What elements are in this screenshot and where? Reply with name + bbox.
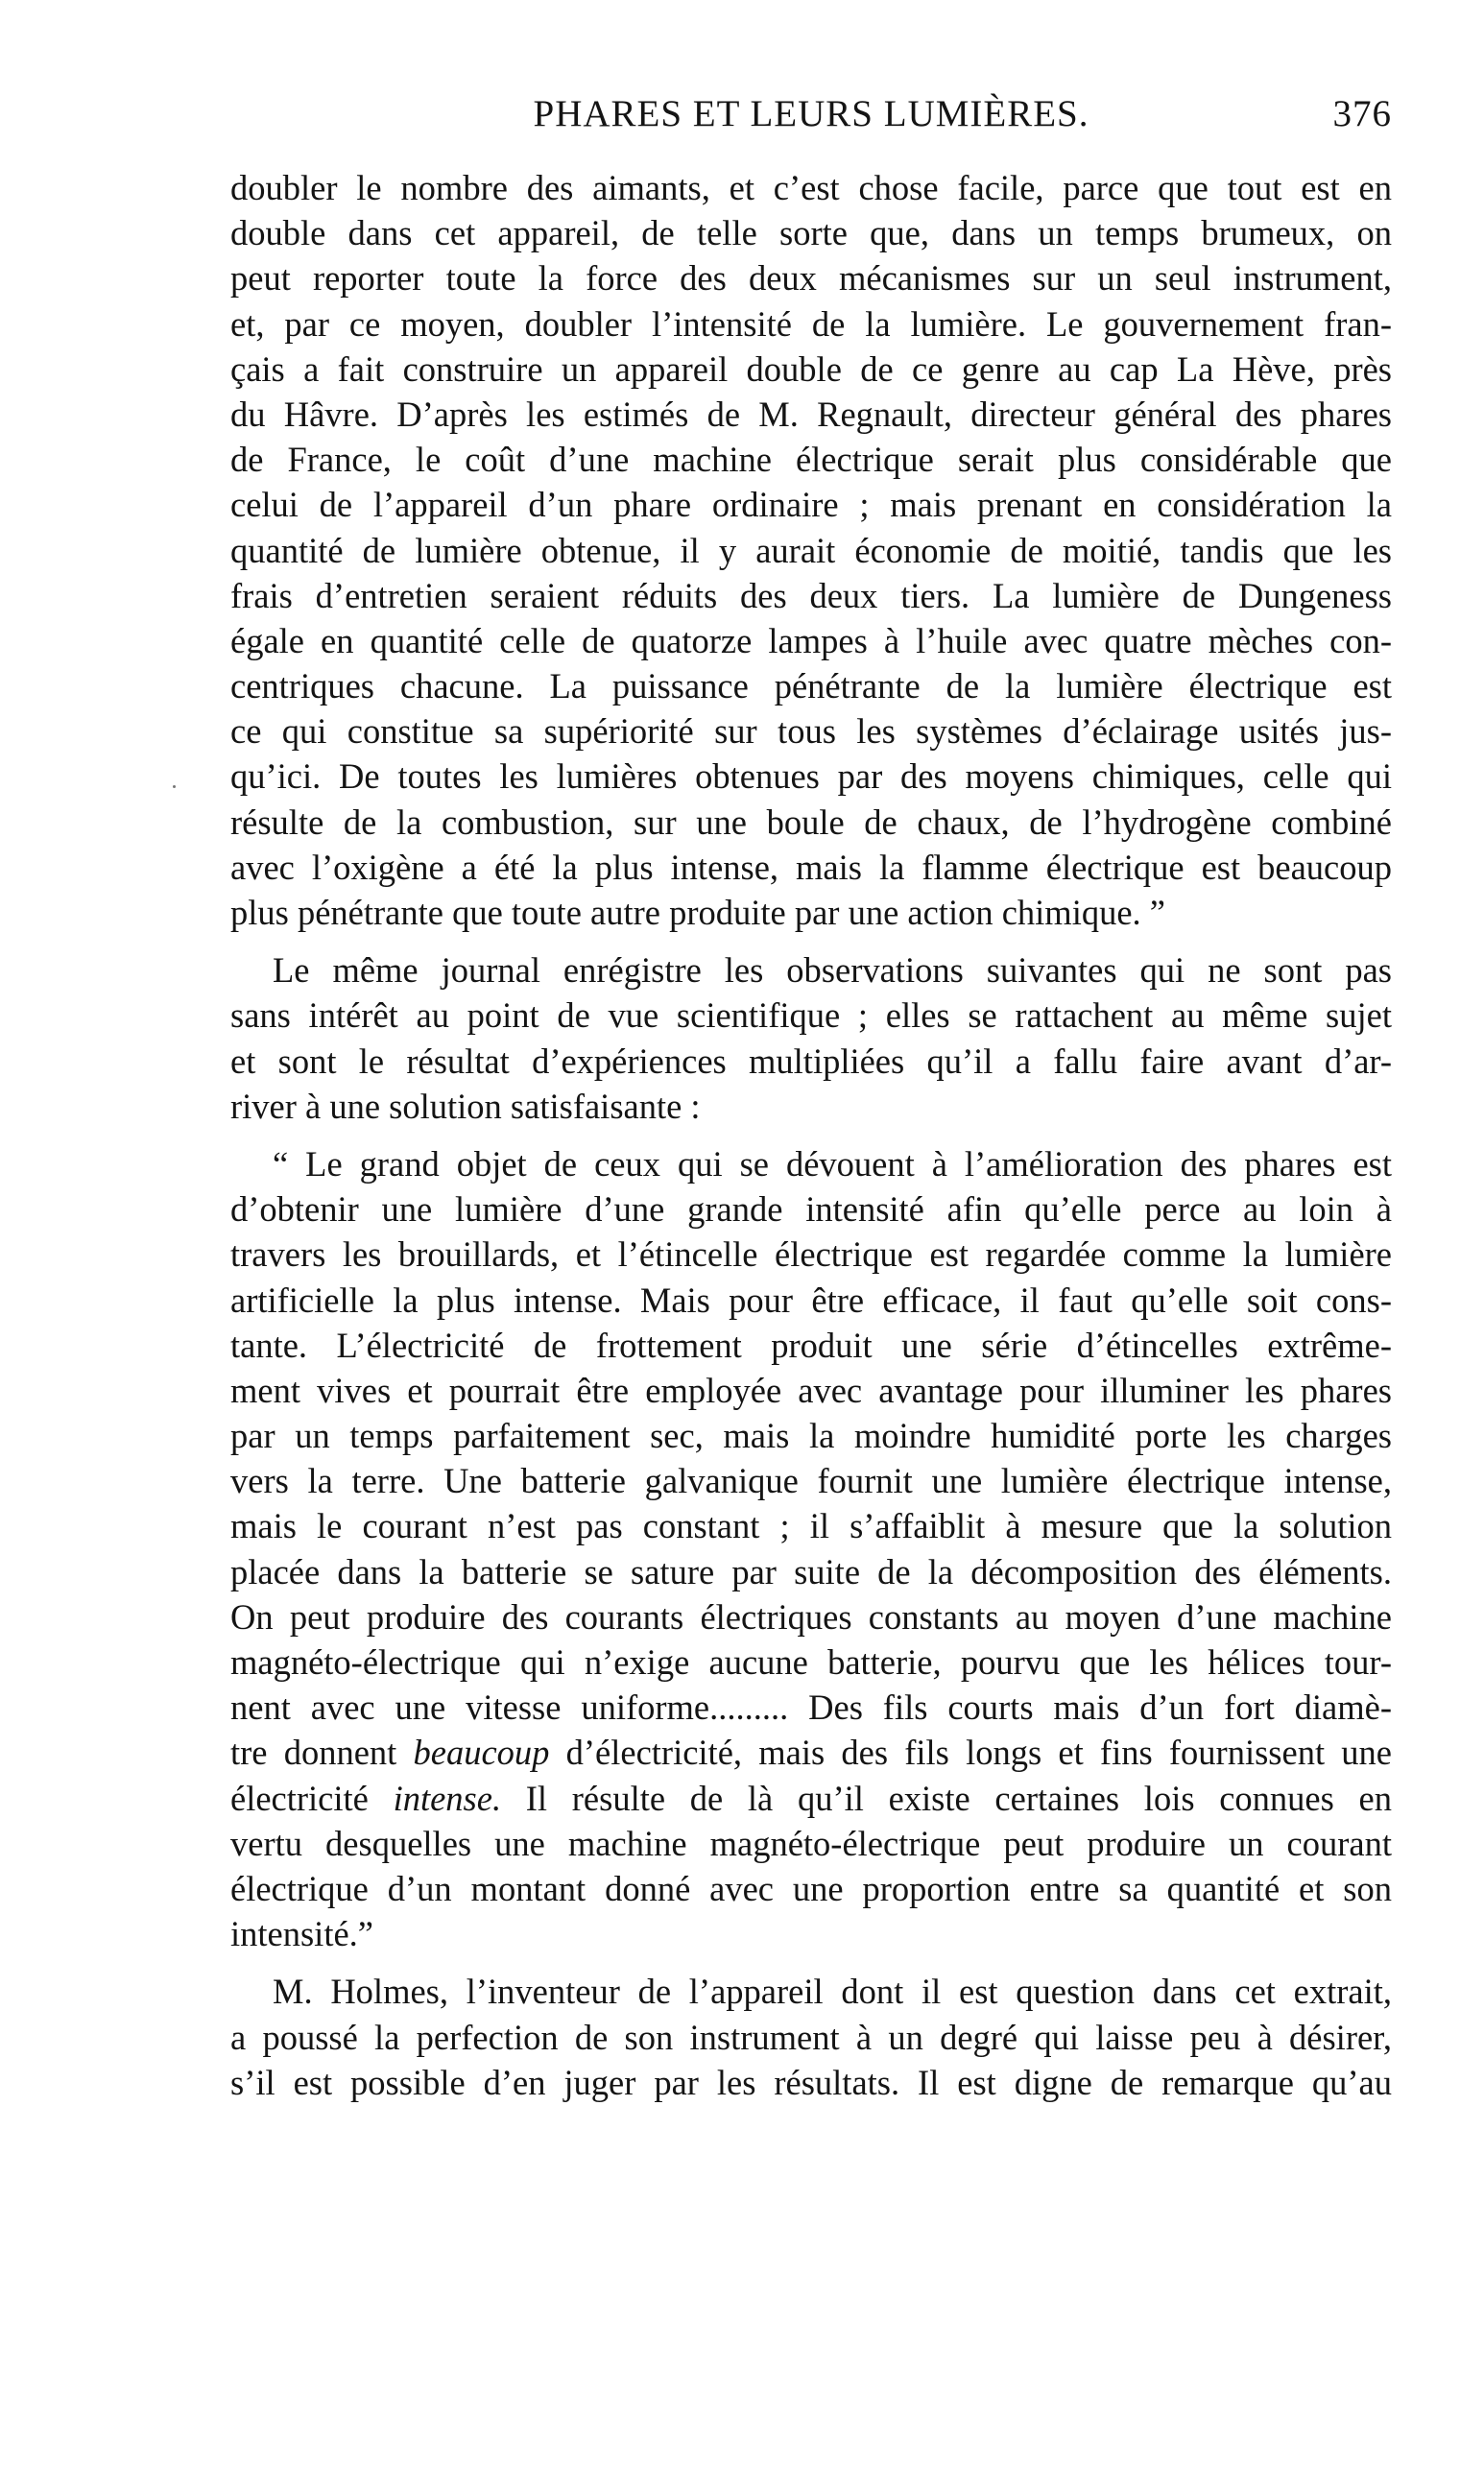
text-line: travers les brouillards, et l’étincelle électrique est regardée comme la lumière — [230, 1234, 1392, 1275]
page-number: 376 — [1332, 93, 1392, 134]
text-fragment: électricité — [230, 1778, 394, 1818]
text-line: sans intérêt au point de vue scientifique ; elles se rattachent au même sujet — [230, 995, 1392, 1036]
text-line: d’obtenir une lumière d’une grande intensité afin qu’elle perce au loin à — [230, 1189, 1392, 1230]
text-line: a poussé la perfection de son instrument à un degré qui laisse peu à désirer, — [230, 2017, 1392, 2057]
paragraph-3-quotation — [230, 1141, 1392, 1956]
text-line: çais a fait construire un appareil double de ce genre au cap La Hève, près — [230, 348, 1392, 389]
text-line: du Hâvre. D’après les estimés de M. Regnault, directeur général des phares — [230, 394, 1392, 434]
text-line — [230, 1776, 1392, 1821]
text-line: s’il est possible d’en juger par les résultats. Il est digne de remarque qu’au — [230, 2062, 1392, 2102]
italic-word: beaucoup — [413, 1733, 550, 1773]
text-line: par un temps parfaitement sec, mais la moindre humidité porte les charges — [230, 1416, 1392, 1456]
paragraph-4 — [230, 1969, 1392, 2105]
text-line: Le même journal enrégistre les observations suivantes qui ne sont pas — [273, 950, 1392, 991]
text-line: double dans cet appareil, de telle sorte que, dans un temps brumeux, on — [230, 213, 1392, 253]
text-line: frais d’entretien seraient réduits des deux tiers. La lumière de Dungeness — [230, 575, 1392, 615]
text-line: plus pénétrante que toute autre produite par une action chimique. ” — [230, 893, 1165, 932]
text-fragment: Il résulte de là qu’il existe certaines lois connues en — [501, 1778, 1392, 1818]
text-line: avec l’oxigène a été la plus intense, mais la flamme électrique est beaucoup — [230, 847, 1392, 887]
text-line: magnéto-électrique qui n’exige aucune batterie, pourvu que les hélices tour- — [230, 1642, 1392, 1682]
text-line: intensité.” — [230, 1914, 373, 1954]
text-line: résulte de la combustion, sur une boule de chaux, de l’hydrogène combiné — [230, 802, 1392, 842]
margin-speck — [173, 785, 176, 788]
text-line: M. Holmes, l’inventeur de l’appareil dont il est question dans cet extrait, — [273, 1972, 1392, 2012]
text-line: et sont le résultat d’expériences multipliées qu’il a fallu faire avant d’ar- — [230, 1041, 1392, 1081]
text-line: celui de l’appareil d’un phare ordinaire ; mais prenant en considération la — [230, 485, 1392, 525]
text-line: river à une solution satisfaisante : — [230, 1086, 701, 1126]
text-line — [230, 1730, 1392, 1775]
running-head — [230, 92, 1392, 140]
text-line: vers la terre. Une batterie galvanique fournit une lumière électrique intense, — [230, 1461, 1392, 1501]
text-line: de France, le coût d’une machine électrique serait plus considérable que — [230, 440, 1392, 480]
text-line: quantité de lumière obtenue, il y aurait économie de moitié, tandis que les — [230, 530, 1392, 570]
text-line: centriques chacune. La puissance pénétrante de la lumière électrique est — [230, 666, 1392, 706]
text-line: égale en quantité celle de quatorze lampes à l’huile avec quatre mèches con- — [230, 620, 1392, 660]
running-title: PHARES ET LEURS LUMIÈRES. — [533, 93, 1089, 134]
text-line: peut reporter toute la force des deux mécanismes sur un seul instrument, — [230, 258, 1392, 299]
text-line: mais le courant n’est pas constant ; il s’affaiblit à mesure que la solution — [230, 1506, 1392, 1546]
text-line: et, par ce moyen, doubler l’intensité de la lumière. Le gouvernement fran- — [230, 303, 1392, 344]
text-fragment: tre donnent — [230, 1733, 414, 1773]
body-text — [230, 165, 1392, 2105]
text-line: qu’ici. De toutes les lumières obtenues par des moyens chimiques, celle qui — [230, 756, 1392, 797]
paragraph-2 — [230, 947, 1392, 1129]
text-line: artificielle la plus intense. Mais pour être efficace, il faut qu’elle soit cons- — [230, 1280, 1392, 1320]
text-line: ce qui constitue sa supériorité sur tous les systèmes d’éclairage usités jus- — [230, 711, 1392, 752]
text-line: doubler le nombre des aimants, et c’est chose facile, parce que tout est en — [230, 168, 1392, 207]
text-line: ment vives et pourrait être employée avec avantage pour illuminer les phares — [230, 1370, 1392, 1410]
text-line: “ Le grand objet de ceux qui se dévouent à l’amélioration des phares est — [273, 1143, 1392, 1184]
text-fragment: d’électricité, mais des fils longs et fins fournissent une — [549, 1733, 1392, 1773]
text-line: électrique d’un montant donné avec une proportion entre sa quantité et son — [230, 1868, 1392, 1908]
text-line: On peut produire des courants électriques constants au moyen d’une machine — [230, 1596, 1392, 1637]
text-line: placée dans la batterie se sature par suite de la décomposition des éléments. — [230, 1551, 1392, 1591]
text-line: vertu desquelles une machine magnéto-électrique peut produire un courant — [230, 1823, 1392, 1863]
text-line: tante. L’électricité de frottement produit une série d’étincelles extrême- — [230, 1325, 1392, 1365]
paragraph-1 — [230, 165, 1392, 935]
text-line: nent avec une vitesse uniforme......... Des fils courts mais d’un fort diamè- — [230, 1687, 1392, 1728]
italic-word: intense. — [393, 1778, 502, 1818]
